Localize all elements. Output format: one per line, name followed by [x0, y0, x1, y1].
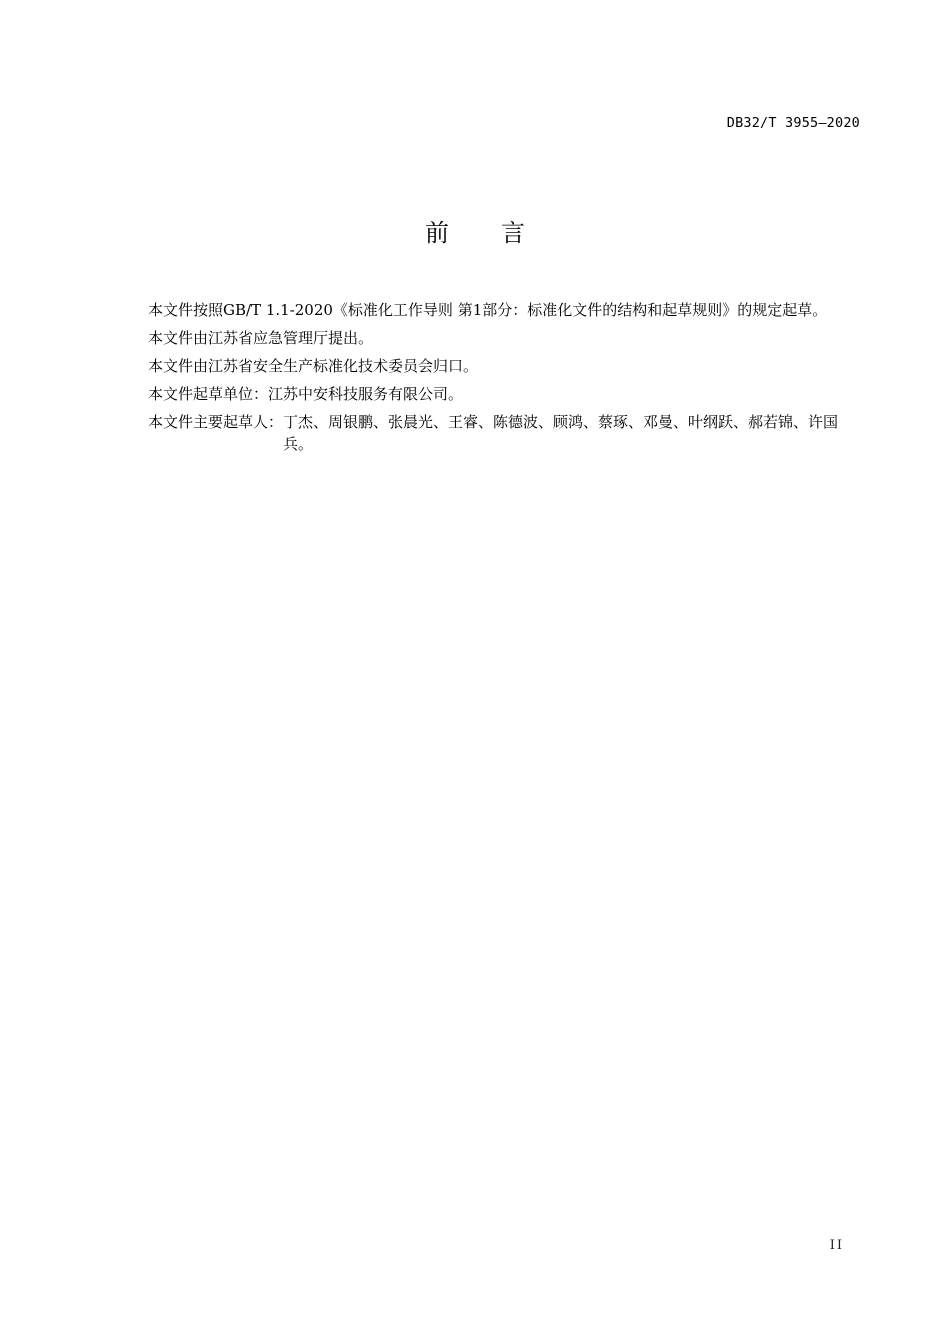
drafters-paragraph: [114, 408, 858, 455]
page-title: 前言: [425, 219, 577, 247]
paragraph-standard-basis: 本文件按照GB/T 1.1-2020《标准化工作导则 第1部分：标准化文件的结构和起草规则》的规定起草。: [148, 301, 828, 319]
foreword-body: [114, 296, 858, 455]
paragraph-drafting-unit: 本文件起草单位：江苏中安科技服务有限公司。: [148, 385, 464, 403]
drafters-label: 本文件主要起草人：: [148, 413, 284, 431]
page-number: II: [829, 1238, 844, 1253]
drafters-names: 丁杰、周银鹏、张晨光、王睿、陈德波、顾鸿、蔡琢、邓曼、叶纲跃、郝若锦、许国兵。: [283, 413, 839, 453]
paragraph-administrator: 本文件由江苏省安全生产标准化技术委员会归口。: [148, 357, 479, 375]
document-code: DB32/T 3955—2020: [726, 115, 860, 131]
paragraph-proposer: 本文件由江苏省应急管理厅提出。: [148, 329, 374, 347]
